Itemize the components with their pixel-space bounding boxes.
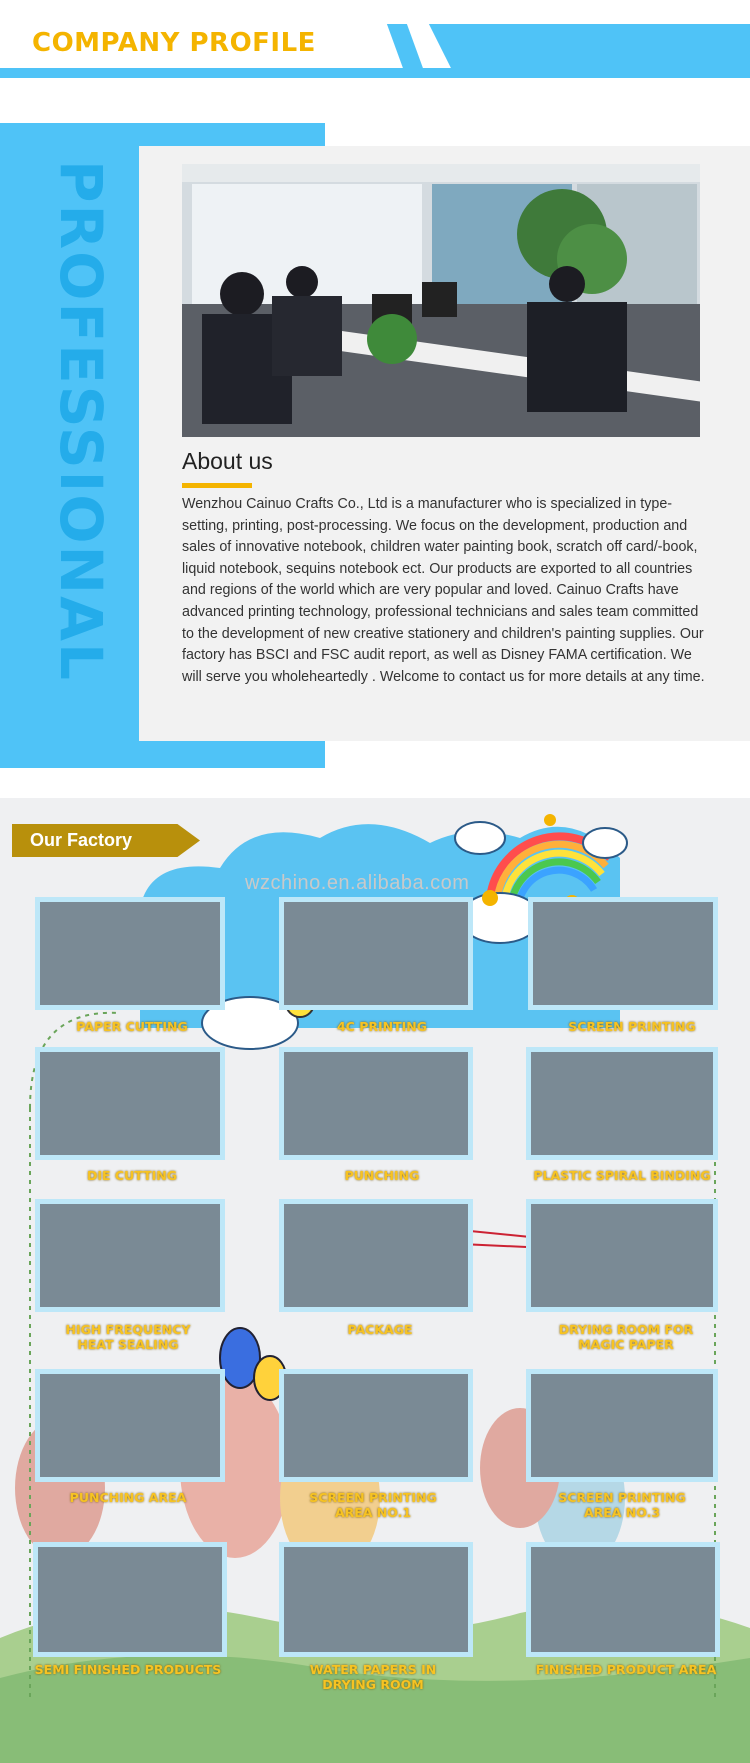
office-photo (182, 164, 700, 437)
finished-product-photo (526, 1542, 720, 1657)
factory-label-package: PACKAGE (347, 1322, 413, 1337)
die-cutting-photo (35, 1047, 225, 1160)
factory-label-drying-room: DRYING ROOM FOR MAGIC PAPER (558, 1322, 694, 1352)
watermark: wzchino.en.alibaba.com (245, 872, 470, 894)
water-papers-photo (279, 1542, 473, 1657)
factory-label-screen-printing: SCREEN PRINTING (568, 1019, 696, 1034)
factory-tag-label: Our Factory (30, 830, 133, 850)
header-blue-shape (412, 24, 750, 78)
factory-label-punching-area: PUNCHING AREA (69, 1490, 187, 1505)
semi-finished-photo (33, 1542, 227, 1657)
package-photo (279, 1199, 473, 1312)
factory-label-paper-cutting: PAPER CUTTING (76, 1019, 188, 1034)
about-text: Wenzhou Cainuo Crafts Co., Ltd is a manufacturer who is specialized in type-setting, printing, post-processing. We focus on the development, production and sales of innovative notebook, children water painting book, scratch off card/-book, liquid notebook, sequins notebook ect. Our products are exported to all countries and regions of the world which are very popular and loved. Cainuo Crafts have advanced printing technology, professional technicians and sales team committed to the development of new creative stationery and children's painting supplies. Our factory has BSCI and FSC audit report, as well as Disney FAMA certification. We will serve you wholeheartedly . Welcome to contact us for more details at any time. (182, 496, 705, 685)
punching-area-photo (35, 1369, 225, 1482)
screen-area-3-photo (526, 1369, 718, 1482)
about-underline (182, 483, 252, 488)
factory-label-screen-area-3: SCREEN PRINTING AREA NO.3 (558, 1490, 686, 1520)
punching-photo (279, 1047, 473, 1160)
factory-label-4c-printing: 4C PRINTING (336, 1019, 428, 1034)
header-stripe (387, 24, 425, 74)
paper-cutting-photo (35, 897, 225, 1010)
professional-vertical-word: PROFESSIONAL (47, 160, 115, 682)
drying-room-photo (526, 1199, 718, 1312)
factory-label-punching: PUNCHING (344, 1168, 420, 1183)
4c-printing-photo (279, 897, 473, 1010)
factory-label-screen-area-1: SCREEN PRINTING AREA NO.1 (309, 1490, 437, 1520)
spiral-binding-photo (526, 1047, 718, 1160)
factory-label-finished-product: FINISHED PRODUCT AREA (535, 1662, 717, 1677)
screen-area-1-photo (279, 1369, 473, 1482)
heat-sealing-photo (35, 1199, 225, 1312)
factory-label-spiral-binding: PLASTIC SPIRAL BINDING (533, 1168, 711, 1183)
about-title: About us (182, 448, 273, 474)
factory-label-semi-finished: SEMI FINISHED PRODUCTS (34, 1662, 222, 1677)
screen-printing-photo (528, 897, 718, 1010)
factory-label-die-cutting: DIE CUTTING (87, 1168, 177, 1183)
factory-label-heat-sealing: HIGH FREQUENCY HEAT SEALING (65, 1322, 191, 1352)
page-title: COMPANY PROFILE (32, 28, 316, 58)
factory-label-water-papers: WATER PAPERS IN DRYING ROOM (309, 1662, 437, 1692)
